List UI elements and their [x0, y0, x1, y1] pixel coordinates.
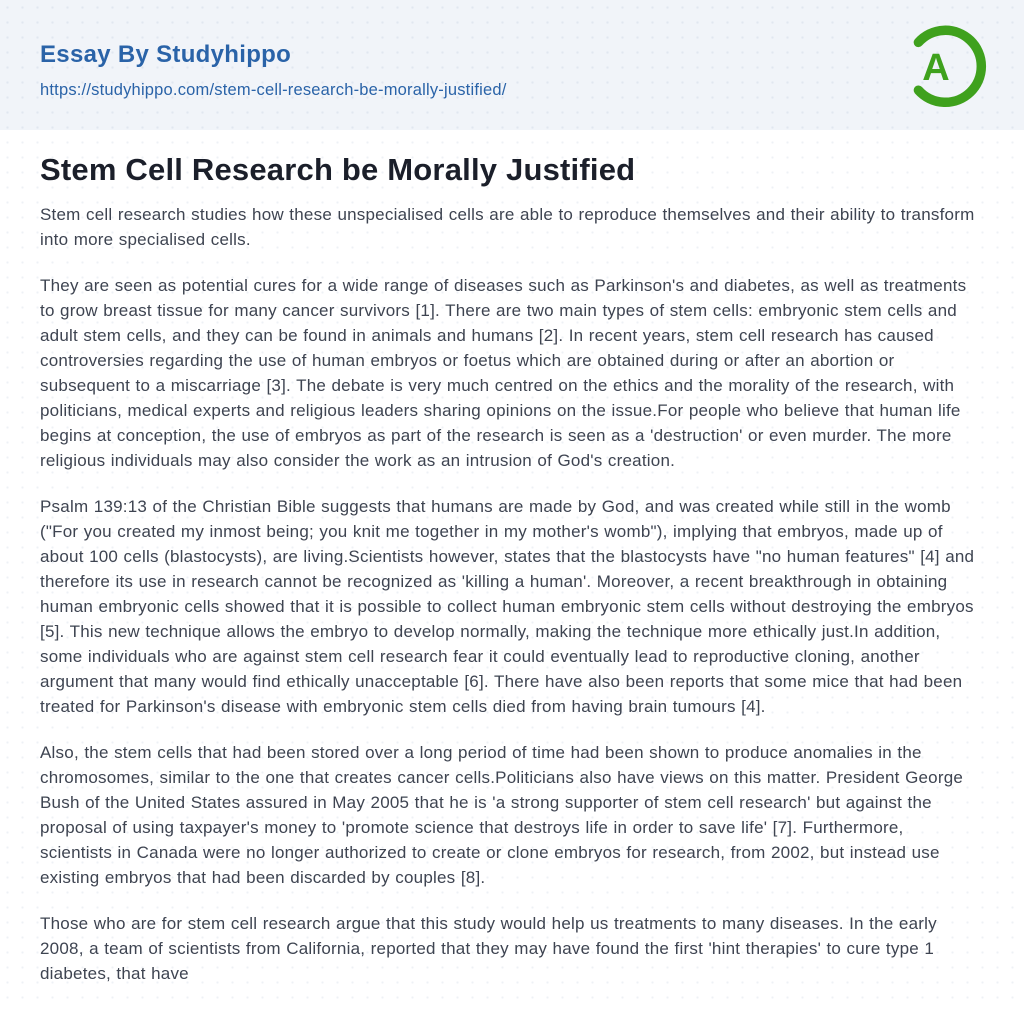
essay-paragraph-2: They are seen as potential cures for a wide range of diseases such as Parkinson's and diabetes, as well as treatments to grow breast tissue for many cancer survivors [1]. There are two main types of stem cells: embryonic stem cells and adult stem cells, and they can be found in animals and humans [2]. In recent years, stem cell research has caused controversies regarding the use of human embryos or foetus which are obtained during or after an abortion or subsequent to a miscarriage [3]. The debate is very much centred on the ethics and the morality of the research, with politicians, medical experts and religious leaders sharing opinions on the issue.For people who believe that human life begins at conception, the use of embryos as part of the research is seen as a 'destruction' or even murder. The more religious individuals may also consider the work as an intrusion of God's creation.	[40, 276, 967, 470]
page-header	[0, 0, 1024, 130]
logo-letter: A	[922, 47, 950, 89]
essay-paragraph-1: Stem cell research studies how these unspecialised cells are able to reproduce themselves and their ability to transform into more specialised cells.	[40, 205, 975, 249]
essay-paragraph-5: Those who are for stem cell research argue that this study would help us treatments to many diseases. In the early 2008, a team of scientists from California, reported that they may have found the first 'hint therapies' to cure type 1 diabetes, that have	[40, 914, 937, 983]
studyhippo-logo	[905, 22, 987, 110]
essay-content	[0, 130, 1024, 986]
essay-paragraph-4: Also, the stem cells that had been stored over a long period of time had been shown to produce anomalies in the chromosomes, similar to the one that creates cancer cells.Politicians also have views on this matter. President George Bush of the United States assured in May 2005 that he is 'a strong supporter of stem cell research' but against the proposal of using taxpayer's money to 'promote science that destroys life in order to save life' [7]. Furthermore, scientists in Canada were no longer authorized to create or clone embryos for research, from 2002, but instead use existing embryos that had been discarded by couples [8].	[40, 743, 964, 887]
logo-arc-a-icon	[905, 22, 987, 110]
site-label: Essay By Studyhippo	[40, 41, 292, 68]
essay-url-link[interactable]: https://studyhippo.com/stem-cell-research-be-morally-justified/	[40, 81, 507, 99]
essay-title: Stem Cell Research be Morally Justified	[40, 152, 636, 187]
essay-paragraph-3: Psalm 139:13 of the Christian Bible suggests that humans are made by God, and was created while still in the womb ("For you created my inmost being; you knit me together in my mother's womb"), implying that embryos, made up of about 100 cells (blastocysts), are living.Scientists however, states that the blastocysts have "no human features" [4] and therefore its use in research cannot be recognized as 'killing a human'. Moreover, a recent breakthrough in obtaining human embryonic cells showed that it is possible to collect human embryonic stem cells without destroying the embryos [5]. This new technique allows the embryo to develop normally, making the technique more ethically just.In addition, some individuals who are against stem cell research fear it could eventually lead to reproductive cloning, another argument that many would find ethically unacceptable [6]. There have also been reports that some mice that had been treated for Parkinson's disease with embryonic stem cells died from having brain tumours [4].	[40, 497, 975, 716]
essay-body	[40, 202, 984, 986]
